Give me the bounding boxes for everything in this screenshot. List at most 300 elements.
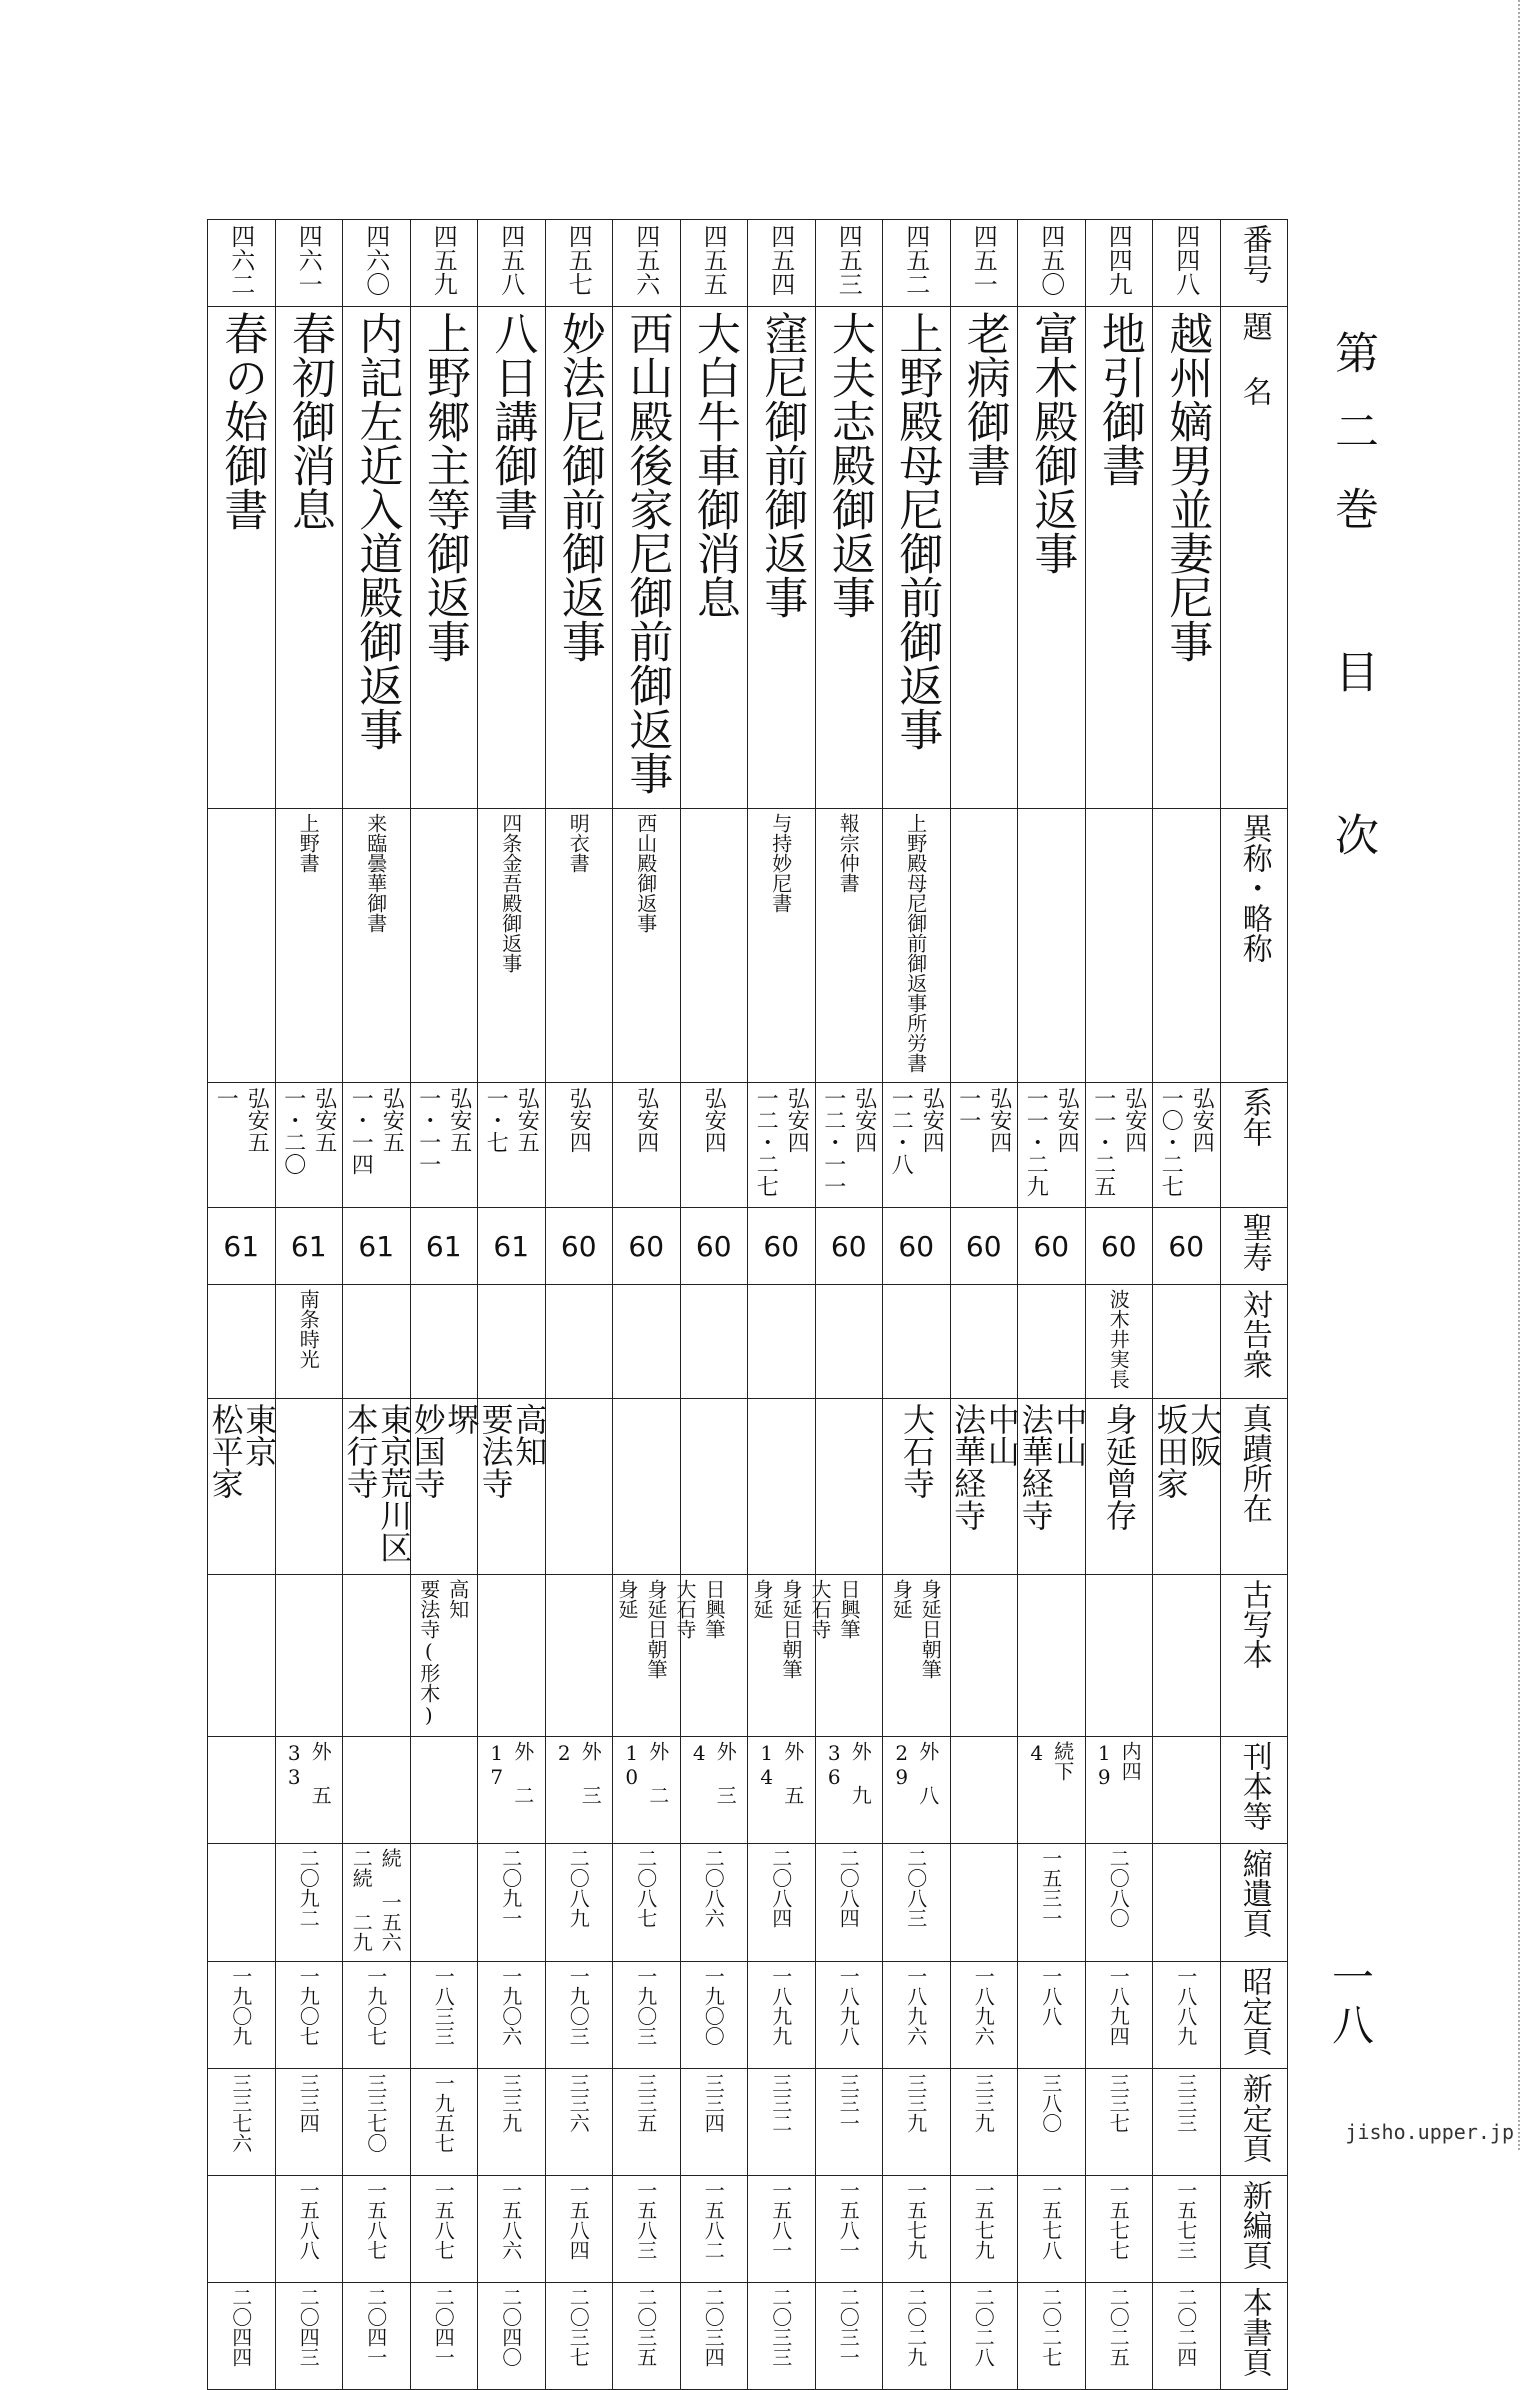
cell-text-title: 老病御書 [958,311,1010,487]
cell-alias [748,809,816,1083]
cell-text-title: 上野郷主等御返事 [418,311,470,663]
cell-id [815,220,883,307]
cell-age: 61 [208,1208,276,1285]
cell-shintei [545,2068,613,2175]
cell-text-shukui: 続 一五六 二続 二九 [349,1847,403,1952]
cell-text-shintei: 三三二 [768,2072,793,2133]
cell-text-era: 弘安四 一一・二九 [1023,1087,1080,1198]
cell-age: 60 [883,1208,951,1285]
cell-shinpen [343,2175,411,2282]
cell-honsho [680,2282,748,2389]
cell-id [343,220,411,307]
cell-title [1153,307,1221,809]
cell-text-id: 四五八 [496,224,525,296]
header-shinpen [1220,2175,1288,2282]
cell-text-honsho: 二〇三四 [701,2286,726,2367]
cell-text-id: 四五二 [901,224,930,296]
cell-age: 60 [748,1208,816,1285]
cell-text-era: 弘安五 一・二〇 [280,1087,337,1176]
cell-text-shotei: 一九〇九 [228,1965,253,2046]
cell-shinpen [1085,2175,1153,2282]
cell-shukui [883,1843,951,1961]
cell-location [341,1399,481,1575]
cell-alias [275,809,343,1083]
cell-text-location: 大石寺 [898,1403,937,1500]
cell-shinpen [815,2175,883,2282]
cell-text-shotei: 一九〇三 [633,1965,658,2046]
cell-text-era: 弘安四 一二・二七 [753,1087,810,1198]
cell-printed [883,1736,951,1843]
cell-copy [208,1574,276,1736]
cell-shotei [950,1961,1018,2068]
cell-text-id: 四五四 [766,224,795,296]
cell-text-printed: 外 九 36 [822,1740,873,1805]
cell-text-honsho: 二〇二五 [1106,2286,1131,2367]
cell-age: 61 [410,1208,478,1285]
cell-text-honsho: 二〇三五 [633,2286,658,2367]
cell-text-shukui: 一五三一 [1038,1847,1063,1928]
header-text-shintei: 新定頁 [1236,2072,1272,2163]
cell-alias [950,809,1018,1083]
cell-alias [883,809,951,1083]
cell-honsho [815,2282,883,2389]
cell-title [1085,307,1153,809]
cell-id [208,220,276,307]
cell-alias [545,809,613,1083]
cell-shintei [613,2068,681,2175]
cell-location [1085,1399,1153,1575]
cell-alias [815,809,883,1083]
cell-text-printed: 内四 19 [1092,1740,1143,1789]
header-shotei [1220,1961,1288,2068]
cell-id [748,220,816,307]
cell-text-printed: 外 二 10 [619,1740,670,1805]
cell-text-alias: 与持妙尼書 [768,813,793,914]
cell-location [1151,1399,1224,1575]
cell-era [1153,1083,1221,1208]
cell-recipient [208,1285,276,1399]
cell-shukui [680,1843,748,1961]
cell-text-shintei: 三三六 [566,2072,591,2133]
cell-printed [478,1736,546,1843]
cell-era [883,1083,951,1208]
header-text-age: 聖寿 [1236,1212,1272,1273]
field-row-honsho [208,2282,1288,2389]
cell-shintei [410,2068,478,2175]
cell-text-location: 中山 法華経寺 [1016,1403,1089,1532]
cell-text-recipient: 南条時光 [296,1289,321,1370]
cell-text-honsho: 二〇四三 [296,2286,321,2367]
cell-era [613,1083,681,1208]
cell-recipient [1085,1285,1153,1399]
cell-text-shintei: 三三四 [296,2072,321,2133]
header-text-alias: 異称・略称 [1236,813,1272,964]
cell-shukui [815,1843,883,1961]
cell-text-copy: 身延日朝筆 身延 [889,1578,943,1679]
cell-shintei [883,2068,951,2175]
cell-text-shotei: 一九〇七 [296,1965,321,2046]
cell-text-location: 堺 妙国寺 東京荒川区 本行寺 [341,1403,481,1564]
cell-text-era: 弘安四 一一 [955,1087,1012,1154]
cell-age: 60 [1153,1208,1221,1285]
cell-alias [680,809,748,1083]
cell-text-era: 弘安四 [566,1087,592,1154]
cell-text-shintei: 三三四 [701,2072,726,2133]
cell-age: 60 [950,1208,1018,1285]
cell-text-location: 身延曾存 [1100,1403,1139,1532]
cell-honsho [208,2282,276,2389]
header-copy [1220,1574,1288,1736]
cell-text-shukui: 二〇八七 [633,1847,658,1928]
header-age [1220,1208,1288,1285]
cell-text-era: 弘安四 一二・八 [888,1087,945,1176]
cell-text-title: 西山殿後家尼御前御返事 [621,311,673,795]
cell-text-shotei: 一八八 [1038,1965,1063,2026]
cell-shinpen [208,2175,276,2282]
cell-location [883,1399,951,1575]
header-alias [1220,809,1288,1083]
cell-era [748,1083,816,1208]
cell-recipient [343,1285,411,1399]
cell-location [949,1399,1021,1575]
cell-printed [815,1736,883,1843]
cell-text-id: 四六二 [226,224,255,296]
cell-recipient [478,1285,546,1399]
cell-text-printed: 外 五 33 [282,1740,333,1805]
cell-shintei [275,2068,343,2175]
cell-age: 60 [680,1208,748,1285]
cell-text-shintei: 三三九 [498,2072,523,2133]
cell-copy [1085,1574,1153,1736]
cell-era [1018,1083,1086,1208]
source-footer: jisho.upper.jp [1345,2120,1514,2144]
cell-text-shinpen: 一五八二 [701,2179,726,2260]
cell-shukui [1018,1843,1086,1961]
cell-text-shotei: 一八九九 [768,1965,793,2046]
cell-location [815,1399,883,1575]
cell-shotei [815,1961,883,2068]
cell-text-title: 八日講御書 [486,311,538,531]
cell-era [208,1083,276,1208]
cell-text-location: 中山 法華経寺 [949,1403,1021,1532]
cell-shinpen [680,2175,748,2282]
cell-honsho [275,2282,343,2389]
cell-text-shinpen: 一五八八 [296,2179,321,2260]
cell-title [275,307,343,809]
cell-printed [1018,1736,1086,1843]
cell-shotei [343,1961,411,2068]
cell-title [748,307,816,809]
cell-copy [410,1574,478,1736]
cell-printed [680,1736,748,1843]
cell-shintei [343,2068,411,2175]
cell-text-printed: 外 三 2 [552,1740,603,1805]
cell-copy [1153,1574,1221,1736]
cell-location [476,1399,549,1575]
cell-title [208,307,276,809]
cell-copy [343,1574,411,1736]
cell-text-shotei: 一八八九 [1173,1965,1198,2046]
cell-era [343,1083,411,1208]
cell-text-shinpen: 一五七九 [971,2179,996,2260]
cell-honsho [883,2282,951,2389]
cell-printed [748,1736,816,1843]
cell-shukui [343,1843,411,1961]
cell-text-era: 弘安五 一・七 [483,1087,540,1154]
cell-text-shukui: 二〇八四 [836,1847,861,1928]
cell-text-shotei: 一八九六 [903,1965,928,2046]
header-era [1220,1083,1288,1208]
cell-id [1018,220,1086,307]
cell-copy [478,1574,546,1736]
cell-text-shinpen: 一五八七 [363,2179,388,2260]
header-text-printed: 刊本等 [1236,1740,1272,1831]
cell-id [545,220,613,307]
cell-text-id: 四五五 [699,224,728,296]
cell-alias [1018,809,1086,1083]
cell-shukui [410,1843,478,1961]
cell-text-shotei: 一九〇七 [363,1965,388,2046]
cell-text-location: 東京 松平家 [206,1403,279,1500]
cell-copy [613,1574,726,1736]
cell-text-era: 弘安五 一 [213,1087,270,1154]
header-text-shotei: 昭定頁 [1236,1965,1272,2056]
header-shukui [1220,1843,1288,1961]
header-text-honsho: 本書頁 [1236,2286,1272,2377]
header-text-shukui: 縮遺頁 [1236,1847,1272,1938]
cell-text-shotei: 一八九六 [971,1965,996,2046]
cell-title [950,307,1018,809]
cell-age: 60 [613,1208,681,1285]
cell-shotei [545,1961,613,2068]
cell-recipient [748,1285,816,1399]
cell-shotei [613,1961,681,2068]
cell-text-honsho: 二〇二九 [903,2286,928,2367]
cell-text-honsho: 二〇三一 [836,2286,861,2367]
cell-recipient [1153,1285,1221,1399]
cell-text-shukui: 二〇九二 [296,1847,321,1928]
cell-text-shukui: 二〇八四 [768,1847,793,1928]
cell-era [815,1083,883,1208]
cell-location [748,1399,816,1575]
cell-honsho [748,2282,816,2389]
field-row-shinpen [208,2175,1288,2282]
cell-shintei [680,2068,748,2175]
cell-location [545,1399,613,1575]
header-text-era: 系年 [1236,1087,1272,1148]
field-row-location [208,1399,1288,1575]
cell-text-alias: 来臨曇華御書 [363,813,388,934]
cell-text-shotei: 一八九四 [1106,1965,1131,2046]
cell-title [883,307,951,809]
cell-text-shintei: 三八〇 [1038,2072,1063,2133]
cell-text-shotei: 一九〇〇 [701,1965,726,2046]
cell-era [680,1083,748,1208]
cell-shukui [1085,1843,1153,1961]
cell-text-shinpen: 一五八六 [498,2179,523,2260]
cell-text-alias: 報宗仲書 [836,813,861,894]
cell-text-shintei: 三三九 [903,2072,928,2133]
cell-text-honsho: 二〇二七 [1038,2286,1063,2367]
header-text-location: 真蹟所在 [1236,1403,1272,1524]
cell-text-id: 四五一 [969,224,998,296]
cell-title [1018,307,1086,809]
cell-text-title: 富木殿御返事 [1026,311,1078,575]
field-row-shukui [208,1843,1288,1961]
cell-printed [208,1736,276,1843]
cell-text-honsho: 二〇二八 [971,2286,996,2367]
cell-printed [1153,1736,1221,1843]
cell-recipient [950,1285,1018,1399]
cell-recipient [680,1285,748,1399]
cell-text-shinpen: 一五八七 [431,2179,456,2260]
cell-text-shinpen: 一五七八 [1038,2179,1063,2260]
cell-copy [275,1574,343,1736]
cell-text-shintei: 三三三 [1173,2072,1198,2133]
cell-shotei [680,1961,748,2068]
cell-text-shotei: 一九〇六 [498,1965,523,2046]
cell-shotei [478,1961,546,2068]
cell-printed [1085,1736,1153,1843]
header-text-title: 題 名 [1236,311,1272,406]
cell-text-shinpen: 一五七七 [1106,2179,1131,2260]
cell-era [410,1083,478,1208]
cell-era [545,1083,613,1208]
cell-text-id: 四五七 [564,224,593,296]
cell-text-shukui: 二〇八三 [903,1847,928,1928]
cell-text-copy: 日興筆 大石寺 身延日朝筆 身延 [615,1578,726,1679]
field-row-title [208,307,1288,809]
cell-text-printed: 続下 4 [1024,1740,1075,1781]
cell-text-title: 大白牛車御消息 [688,311,740,619]
cell-text-alias: 西山殿御返事 [633,813,658,934]
header-text-id: 番号 [1236,224,1272,284]
cell-text-alias: 四条金吾殿御返事 [498,813,523,974]
cell-title [613,307,681,809]
field-row-copy [208,1574,1288,1736]
cell-shotei [410,1961,478,2068]
cell-title [343,307,411,809]
contents-table [207,219,1288,2390]
cell-text-title: 内記左近入道殿御返事 [351,311,403,751]
cell-printed [343,1736,411,1843]
cell-text-honsho: 二〇四一 [363,2286,388,2367]
cell-recipient [613,1285,681,1399]
cell-text-copy: 日興筆 大石寺 身延日朝筆 身延 [750,1578,861,1679]
cell-text-recipient: 波木井実長 [1106,1289,1131,1390]
cell-shotei [748,1961,816,2068]
cell-shintei [748,2068,816,2175]
cell-shinpen [410,2175,478,2282]
cell-age: 60 [1085,1208,1153,1285]
cell-text-era: 弘安四 [633,1087,659,1154]
cell-age: 61 [343,1208,411,1285]
cell-text-printed: 外 三 4 [687,1740,738,1805]
cell-text-id: 四五九 [429,224,458,296]
cell-age: 60 [545,1208,613,1285]
cell-shotei [1018,1961,1086,2068]
cell-age: 61 [275,1208,343,1285]
cell-shintei [1018,2068,1086,2175]
cell-title [478,307,546,809]
cell-shinpen [613,2175,681,2282]
cell-id [680,220,748,307]
cell-text-title: 大夫志殿御返事 [823,311,875,619]
cell-text-alias: 上野書 [296,813,321,874]
cell-age: 61 [478,1208,546,1285]
cell-age: 60 [815,1208,883,1285]
cell-honsho [1018,2282,1086,2389]
header-recipient [1220,1285,1288,1399]
field-row-shintei [208,2068,1288,2175]
cell-honsho [1153,2282,1221,2389]
cell-shotei [1085,1961,1153,2068]
cell-shotei [1153,1961,1221,2068]
cell-age: 60 [1018,1208,1086,1285]
cell-title [680,307,748,809]
cell-text-era: 弘安四 一一・二五 [1090,1087,1147,1198]
cell-alias [613,809,681,1083]
cell-text-copy: 高知 要法寺(形木) [416,1578,470,1727]
cell-text-id: 四四八 [1171,224,1200,296]
cell-text-printed: 外 五 14 [754,1740,805,1805]
cell-honsho [478,2282,546,2389]
cell-printed [950,1736,1018,1843]
cell-copy [748,1574,861,1736]
cell-shinpen [1018,2175,1086,2282]
cell-text-era: 弘安五 一・一四 [348,1087,405,1176]
cell-text-shinpen: 一五七九 [903,2179,928,2260]
cell-copy [883,1574,951,1736]
cell-honsho [613,2282,681,2389]
cell-shintei [1153,2068,1221,2175]
cell-copy [1018,1574,1086,1736]
cell-id [1085,220,1153,307]
field-row-era [208,1083,1288,1208]
cell-recipient [883,1285,951,1399]
cell-text-shintei: 三三七〇 [363,2072,388,2153]
cell-printed [545,1736,613,1843]
cell-text-shintei: 三三一 [836,2072,861,2133]
header-title [1220,307,1288,809]
header-text-copy: 古写本 [1236,1578,1272,1669]
cell-honsho [1085,2282,1153,2389]
cell-text-honsho: 二〇四一 [431,2286,456,2367]
cell-text-id: 四六一 [294,224,323,296]
cell-shotei [208,1961,276,2068]
cell-title [545,307,613,809]
cell-alias [410,809,478,1083]
cell-text-title: 春初御消息 [283,311,335,531]
cell-text-location: 高知 要法寺 [476,1403,549,1500]
field-row-age [208,1208,1288,1285]
cell-text-era: 弘安四 一二・一一 [820,1087,877,1198]
header-text-recipient: 対告衆 [1236,1289,1272,1380]
cell-shintei [1085,2068,1153,2175]
cell-location [206,1399,279,1575]
cell-printed [613,1736,681,1843]
cell-era [275,1083,343,1208]
cell-text-era: 弘安四 [701,1087,727,1154]
cell-text-shinpen: 一五八一 [836,2179,861,2260]
cell-text-alias: 上野殿母尼御前御返事所労書 [903,813,928,1074]
cell-id [883,220,951,307]
cell-text-title: 妙法尼御前御返事 [553,311,605,663]
cell-text-title: 窪尼御前御返事 [756,311,808,619]
cell-title [815,307,883,809]
cell-alias [1085,809,1153,1083]
cell-shotei [883,1961,951,2068]
